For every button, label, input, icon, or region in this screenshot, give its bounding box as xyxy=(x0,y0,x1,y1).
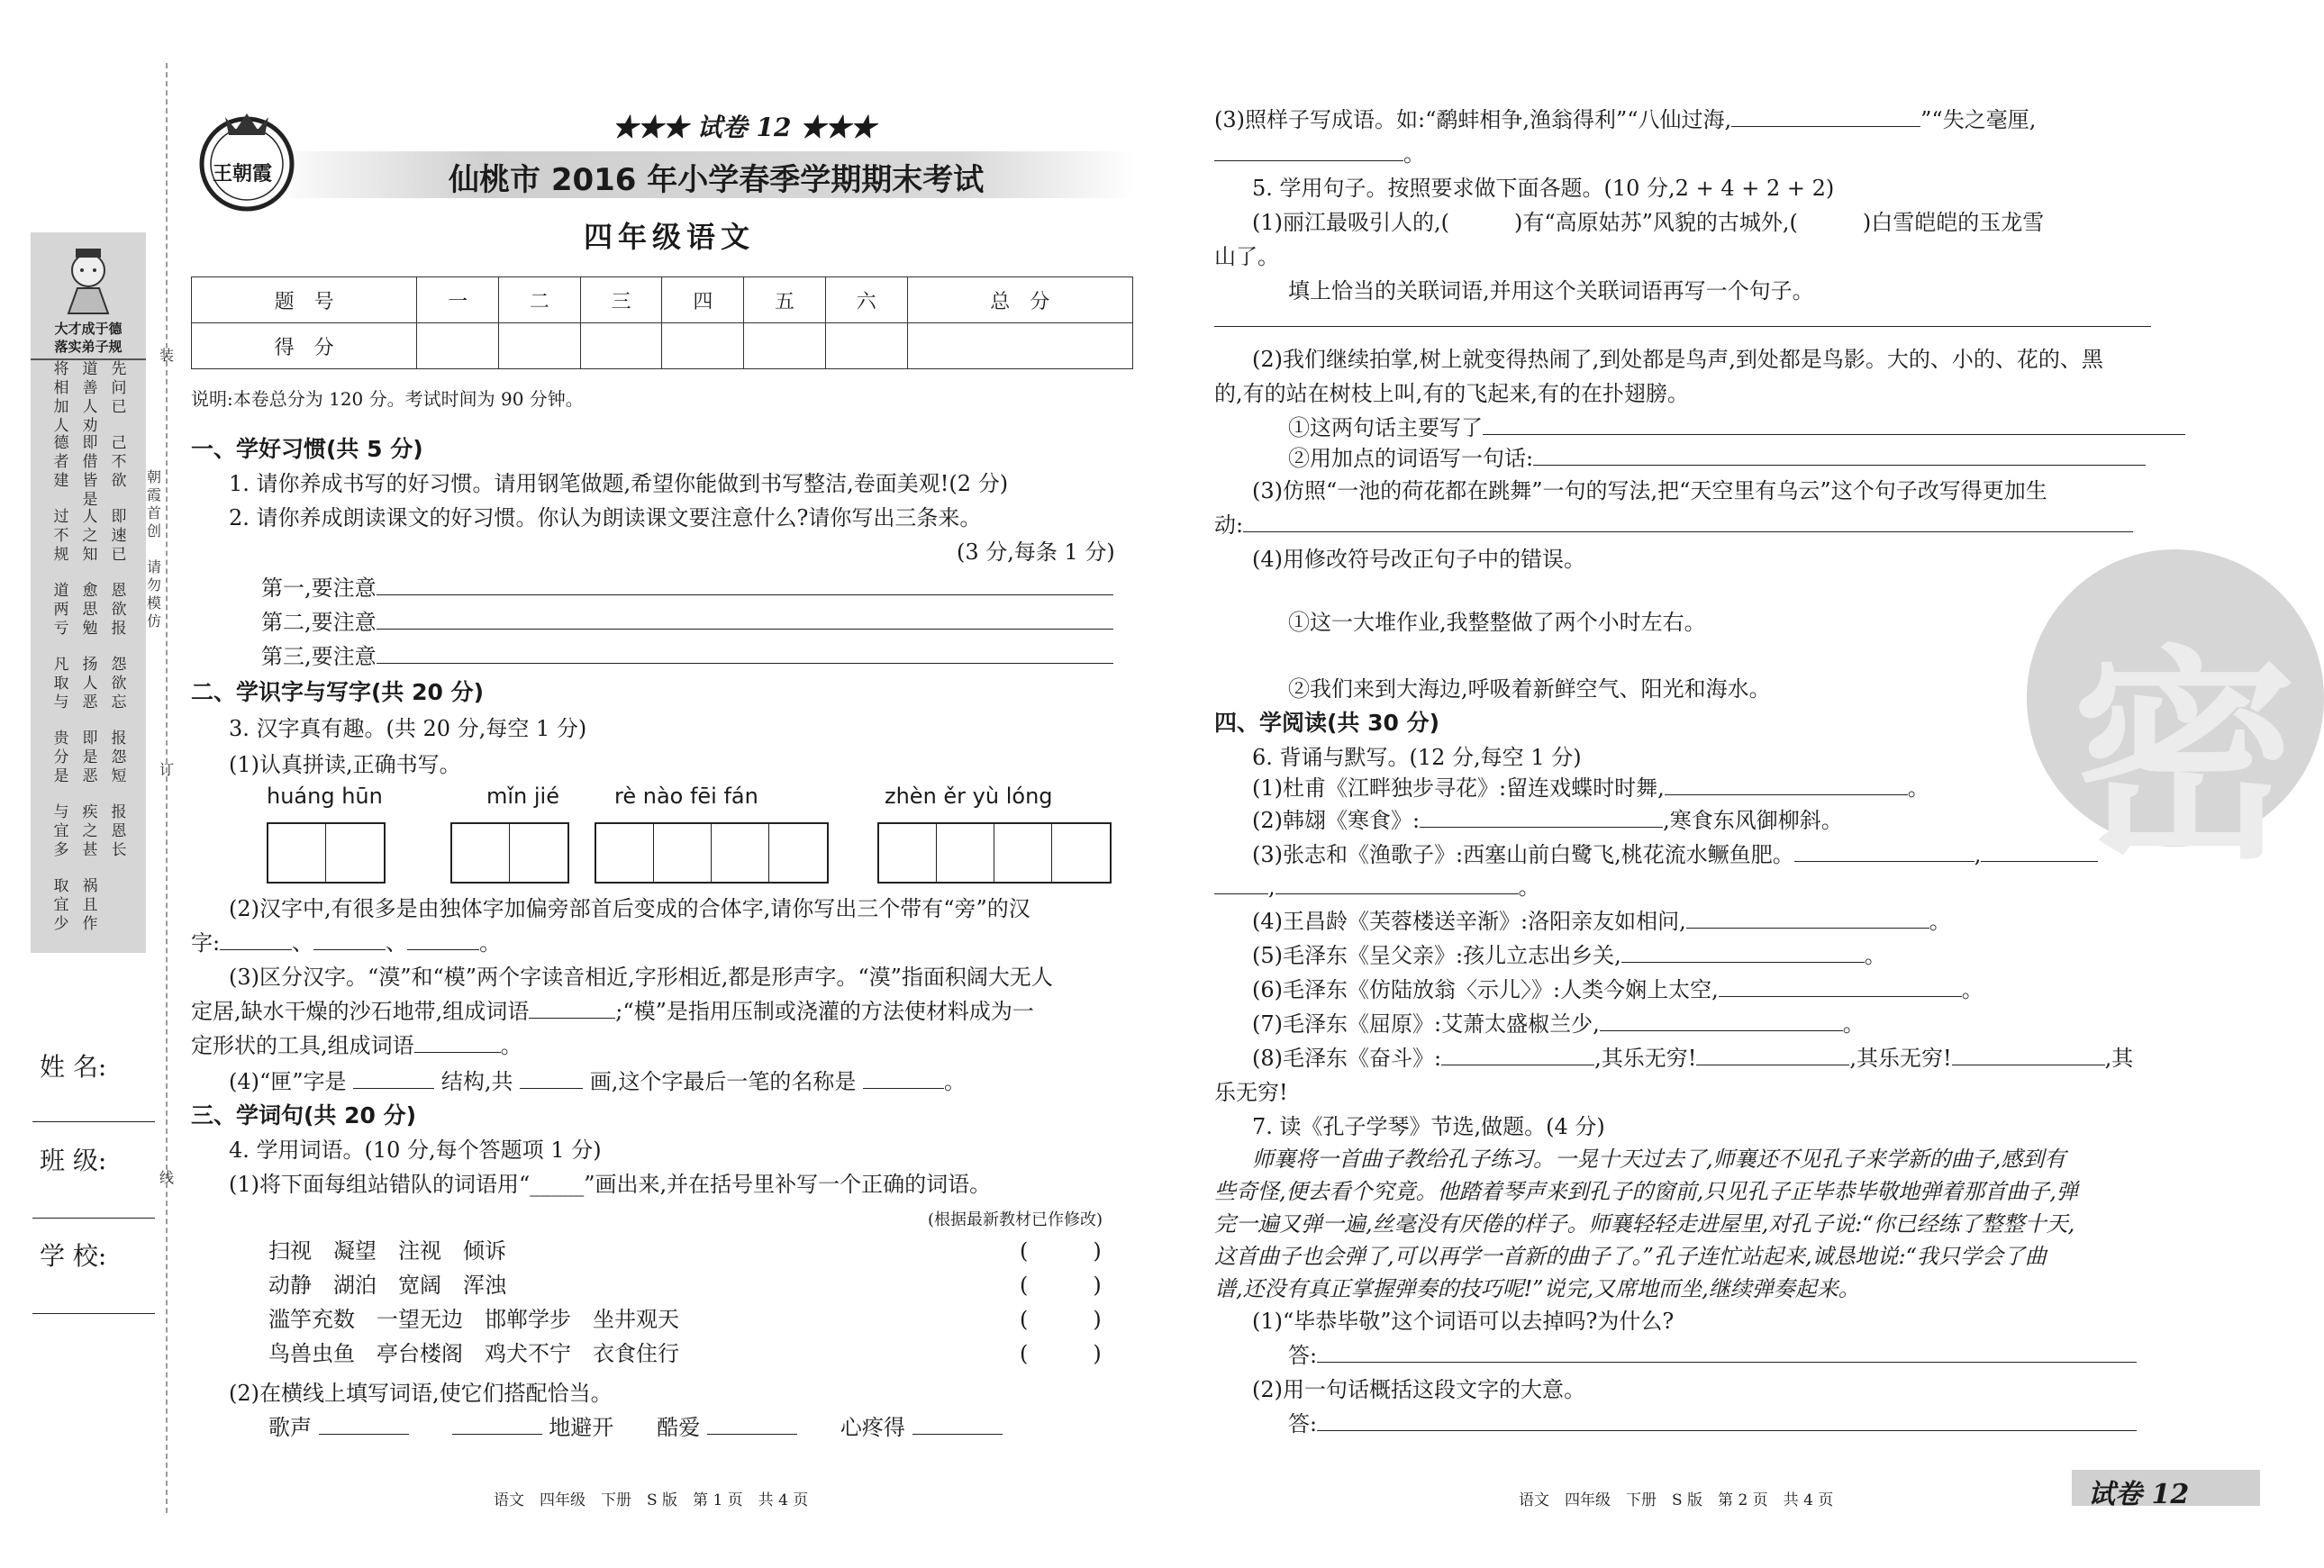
q5-1a: (1)丽江最吸引人的,( )有“高原姑苏”风貌的古城外,( )白雪皑皑的玉龙雪 xyxy=(1252,210,2045,235)
score-table xyxy=(191,276,1133,369)
word-group: 动静 湖泊 宽阔 浑浊 xyxy=(268,1273,506,1298)
q2-answer-2: 第二,要注意 xyxy=(261,605,1113,639)
copyright-note-1: 朝霞首创 xyxy=(146,468,161,539)
motto-column: 怨欲忘 xyxy=(111,656,127,711)
motto-column: 先问已 xyxy=(111,360,127,416)
q2-answer-1: 第一,要注意 xyxy=(261,571,1113,605)
footer-tag: 试卷 12 xyxy=(2088,1479,2190,1510)
score-header-cell: 一 xyxy=(417,277,499,323)
motto-column: 恩欲报 xyxy=(111,582,127,638)
writing-grid-4[interactable] xyxy=(877,822,1112,884)
score-cell[interactable] xyxy=(907,323,1132,369)
motto-column: 德者建 xyxy=(53,434,69,490)
class-label: 班 级: xyxy=(40,1146,107,1175)
writing-grid-3[interactable] xyxy=(595,822,829,884)
q2-blank-3[interactable] xyxy=(377,643,1113,664)
word-group: 滥竽充数 一望无边 邯郸学步 坐井观天 xyxy=(268,1307,679,1332)
q2-score: (3 分,每条 1 分) xyxy=(957,539,1115,565)
pinyin-3: rè nào fēi fán xyxy=(614,784,758,809)
motto-column: 愈思勉 xyxy=(82,582,98,638)
q5-4: (4)用修改符号改正句子中的错误。 xyxy=(1252,547,1585,572)
q5: 5. 学用句子。按照要求做下面各题。(10 分,2 + 4 + 2 + 2) xyxy=(1252,176,1835,201)
section-2-heading: 二、学识字与写字(共 20 分) xyxy=(191,679,485,705)
q3-3b: 定居,缺水干燥的沙石地带,组成词语 ;“模”是指用压制或浇灌的方法使材料成为一 xyxy=(191,999,1034,1024)
score-cell[interactable] xyxy=(825,323,907,369)
motto-column: 道两亏 xyxy=(53,582,69,638)
score-header-cell: 三 xyxy=(580,277,662,323)
score-header-cell: 五 xyxy=(744,277,826,323)
score-cell[interactable] xyxy=(580,323,662,369)
pinyin-1: huáng hūn xyxy=(267,784,383,809)
q3-2b: 字: 、 、 。 xyxy=(191,930,502,956)
q5-1b: 山了。 xyxy=(1214,244,1279,269)
answer-parentheses[interactable]: ( ) xyxy=(1020,1307,1102,1332)
q5-2a: (2)我们继续拍掌,树上就变得热闹了,到处都是鸟声,到处都是鸟影。大的、小的、花的、黑 xyxy=(1252,347,2103,372)
score-header-cell: 四 xyxy=(662,277,744,323)
motto-column: 即是恶 xyxy=(82,730,98,785)
score-header-cell: 题 号 xyxy=(192,277,417,323)
motto-column: 人之知 xyxy=(82,508,98,564)
passage-line: 些奇怪,便去看个究竟。他踏着琴声来到孔子的窗前,只见孔子正毕恭毕敬地弹着那首曲子,弹 xyxy=(1214,1179,2078,1204)
section-1-heading: 一、学好习惯(共 5 分) xyxy=(191,436,423,462)
q7: 7. 读《孔子学琴》节选,做题。(4 分) xyxy=(1252,1114,1605,1139)
motto-line-1: 大才成于德 xyxy=(54,321,123,337)
q5-1-answer-line[interactable] xyxy=(1214,326,2151,327)
q2: 2. 请你养成朗读课文的好习惯。你认为朗读课文要注意什么?请你写出三条来。 xyxy=(229,505,982,530)
seal-word-xian: 线 xyxy=(159,1169,174,1186)
answer-parentheses[interactable]: ( ) xyxy=(1020,1341,1102,1366)
q5-2b: 的,有的站在树枝上叫,有的飞起来,有的在扑翅膀。 xyxy=(1214,381,1689,406)
motto-column: 报怨短 xyxy=(111,730,127,785)
motto-column: 祸且作 xyxy=(82,877,98,933)
q7-1: (1)“毕恭毕敬”这个词语可以去掉吗?为什么? xyxy=(1252,1309,1675,1334)
q4-3a: (3)照样子写成语。如:“鹬蚌相争,渔翁得利”“八仙过海, ”“失之毫厘, xyxy=(1214,107,2037,132)
answer-parentheses[interactable]: ( ) xyxy=(1020,1273,1102,1298)
score-header-cell: 六 xyxy=(825,277,907,323)
footer-right: 语文 四年级 下册 S 版 第 2 页 共 4 页 xyxy=(1519,1491,1834,1509)
q1: 1. 请你养成书写的好习惯。请用钢笔做题,希望你能做到书写整洁,卷面美观!(2 分) xyxy=(229,471,1009,496)
pinyin-2: mǐn jié xyxy=(486,784,559,809)
footer-left: 语文 四年级 下册 S 版 第 1 页 共 4 页 xyxy=(494,1491,809,1509)
passage-line: 完一遍又弹一遍,丝毫没有厌倦的样子。师襄轻轻走进屋里,对孔子说:“你已经练了整整十天, xyxy=(1214,1211,2075,1237)
scholar-figure-icon xyxy=(56,243,121,315)
q7-2: (2)用一句话概括这段文字的大意。 xyxy=(1252,1377,1585,1402)
poem-1: (1)杜甫《江畔独步寻花》:留连戏蝶时时舞, 。 xyxy=(1252,775,1929,801)
score-header-cell: 二 xyxy=(499,277,581,323)
poem-7: (7)毛泽东《屈原》:艾萧太盛椒兰少, 。 xyxy=(1252,1011,1865,1037)
brand-logo-text: 王朝霞 xyxy=(213,162,273,186)
q2-blank-1[interactable] xyxy=(377,575,1113,595)
motto-column: 将相加人 xyxy=(53,360,69,435)
q4-note: (根据最新教材已作修改) xyxy=(928,1210,1103,1229)
score-cell[interactable] xyxy=(417,323,499,369)
subject-title: 四年级语文 xyxy=(584,220,756,254)
motto-column: 己不欲 xyxy=(111,434,127,490)
copyright-note-2: 请勿模仿 xyxy=(146,558,161,630)
school-label: 学 校: xyxy=(40,1241,107,1271)
motto-column: 凡取与 xyxy=(53,656,69,711)
q3-1: (1)认真拼读,正确书写。 xyxy=(229,752,461,777)
name-label: 姓 名: xyxy=(40,1052,107,1082)
poem-6: (6)毛泽东《仿陆放翁〈示儿〉》:人类今娴上太空, 。 xyxy=(1252,977,1984,1002)
motto-column: 过不规 xyxy=(53,508,69,564)
poem-8b: 乐无穷! xyxy=(1214,1080,1288,1105)
answer-parentheses[interactable]: ( ) xyxy=(1020,1238,1102,1264)
poem-4: (4)王昌龄《芙蓉楼送辛渐》:洛阳亲友如相问, 。 xyxy=(1252,909,1951,934)
motto-column: 贵分是 xyxy=(53,730,69,785)
poem-3b: , 。 xyxy=(1214,870,1540,904)
motto-column: 报恩长 xyxy=(111,803,127,859)
writing-grid-1[interactable] xyxy=(267,822,386,884)
exam-note: 说明:本卷总分为 120 分。考试时间为 90 分钟。 xyxy=(191,388,584,410)
motto-column: 即借皆是 xyxy=(82,434,98,509)
name-field[interactable] xyxy=(32,1121,155,1122)
q4-3c: 。 xyxy=(1214,137,1425,171)
q5-2d: ②用加点的词语写一句话: xyxy=(1288,441,2146,476)
motto-column: 与宜多 xyxy=(53,803,69,859)
score-cell[interactable] xyxy=(499,323,581,369)
class-field[interactable] xyxy=(32,1218,155,1219)
q5-4b: ②我们来到大海边,呼吸着新鲜空气、阳光和海水。 xyxy=(1288,676,1771,702)
q3-2a: (2)汉字中,有很多是由独体字加偏旁部首后变成的合体字,请你写出三个带有“旁”的汉 xyxy=(229,896,1030,921)
writing-grid-2[interactable] xyxy=(450,822,569,884)
q5-4a: ①这一大堆作业,我整整做了两个小时左右。 xyxy=(1288,610,1706,635)
word-group: 扫视 凝望 注视 倾诉 xyxy=(268,1238,506,1264)
word-group: 鸟兽虫鱼 亭台楼阁 鸡犬不宁 衣食住行 xyxy=(268,1341,679,1366)
q4-2-pairs: 歌声 地避开 酷爱 心疼得 xyxy=(268,1410,1003,1445)
poem-5: (5)毛泽东《呈父亲》:孩儿立志出乡关, 。 xyxy=(1252,943,1886,968)
poem-2: (2)韩翃《寒食》: ,寒食东风御柳斜。 xyxy=(1252,808,1843,833)
motto-column: 扬人恶 xyxy=(82,656,98,711)
binding-line xyxy=(166,63,168,1513)
q4-1: (1)将下面每组站错队的词语用“_____”画出来,并在括号里补写一个正确的词语。 xyxy=(229,1172,992,1197)
q3-3d: 定形状的工具,组成词语 。 xyxy=(191,1033,522,1058)
score-header-cell: 总 分 xyxy=(907,277,1132,323)
school-field[interactable] xyxy=(32,1313,155,1314)
passage-line: 这首曲子也会弹了,可以再学一首新的曲子了。”孔子连忙站起来,诚恳地说:“我只学会了曲 xyxy=(1214,1244,2047,1269)
seal-word-zhuang: 装 xyxy=(159,347,174,364)
q7-1-answer: 答: xyxy=(1288,1338,2137,1373)
motto-line-2: 落实弟子规 xyxy=(54,339,123,355)
score-cell[interactable] xyxy=(744,323,826,369)
passage-line: 谱,还没有真正掌握弹奏的技巧呢!”说完,又席地而坐,继续弹奏起来。 xyxy=(1214,1276,1860,1301)
exam-title: 仙桃市 2016 年小学春季学期期末考试 xyxy=(449,162,985,198)
q5-2c: ①这两句话主要写了 xyxy=(1288,411,2185,445)
q2-blank-2[interactable] xyxy=(377,609,1113,630)
motto-column: 疾之甚 xyxy=(82,803,98,859)
motto-column: 道善人劝 xyxy=(82,360,98,435)
q5-3b: 动: xyxy=(1214,508,2133,542)
q5-3a: (3)仿照“一池的荷花都在跳舞”一句的写法,把“天空里有乌云”这个句子改写得更加生 xyxy=(1252,478,2047,503)
q3: 3. 汉字真有趣。(共 20 分,每空 1 分) xyxy=(229,716,587,741)
q4: 4. 学用词语。(10 分,每个答题项 1 分) xyxy=(229,1137,602,1163)
q5-1c: 填上恰当的关联词语,并用这个关联词语再写一个句子。 xyxy=(1288,278,1814,304)
passage-line: 师襄将一首曲子教给孔子练习。一晃十天过去了,师襄还不见孔子来学新的曲子,感到有 xyxy=(1252,1147,2066,1172)
section-3-heading: 三、学词句(共 20 分) xyxy=(191,1102,417,1128)
section-4-heading: 四、学阅读(共 30 分) xyxy=(1214,710,1440,736)
poem-8: (8)毛泽东《奋斗》: ,其乐无穷! ,其乐无穷! ,其 xyxy=(1252,1046,2134,1071)
pinyin-4: zhèn ěr yù lóng xyxy=(885,784,1053,809)
q3-4: (4)“匣”字是 结构,共 画,这个字最后一笔的名称是 。 xyxy=(229,1069,967,1094)
q4-2: (2)在横线上填写词语,使它们搭配恰当。 xyxy=(229,1381,613,1406)
q7-2-answer: 答: xyxy=(1288,1407,2137,1441)
poem-3: (3)张志和《渔歌子》:西塞山前白鹭飞,桃花流水鳜鱼肥。 , xyxy=(1252,838,2098,872)
motto-column: 取宜少 xyxy=(53,877,69,933)
watermark-glyph: 密 xyxy=(2072,627,2297,889)
q2-answer-3: 第三,要注意 xyxy=(261,639,1113,674)
score-cell[interactable] xyxy=(662,323,744,369)
motto-column: 即速已 xyxy=(111,508,127,564)
paper-number: ★★★ 试卷 12 ★★★ xyxy=(613,113,876,142)
q6: 6. 背诵与默写。(12 分,每空 1 分) xyxy=(1252,745,1582,770)
q3-3a: (3)区分汉字。“漠”和“模”两个字读音相近,字形相近,都是形声字。“漠”指面积阔大无人 xyxy=(229,965,1053,990)
score-row-label: 得 分 xyxy=(192,323,417,369)
seal-word-ding: 订 xyxy=(159,761,174,778)
